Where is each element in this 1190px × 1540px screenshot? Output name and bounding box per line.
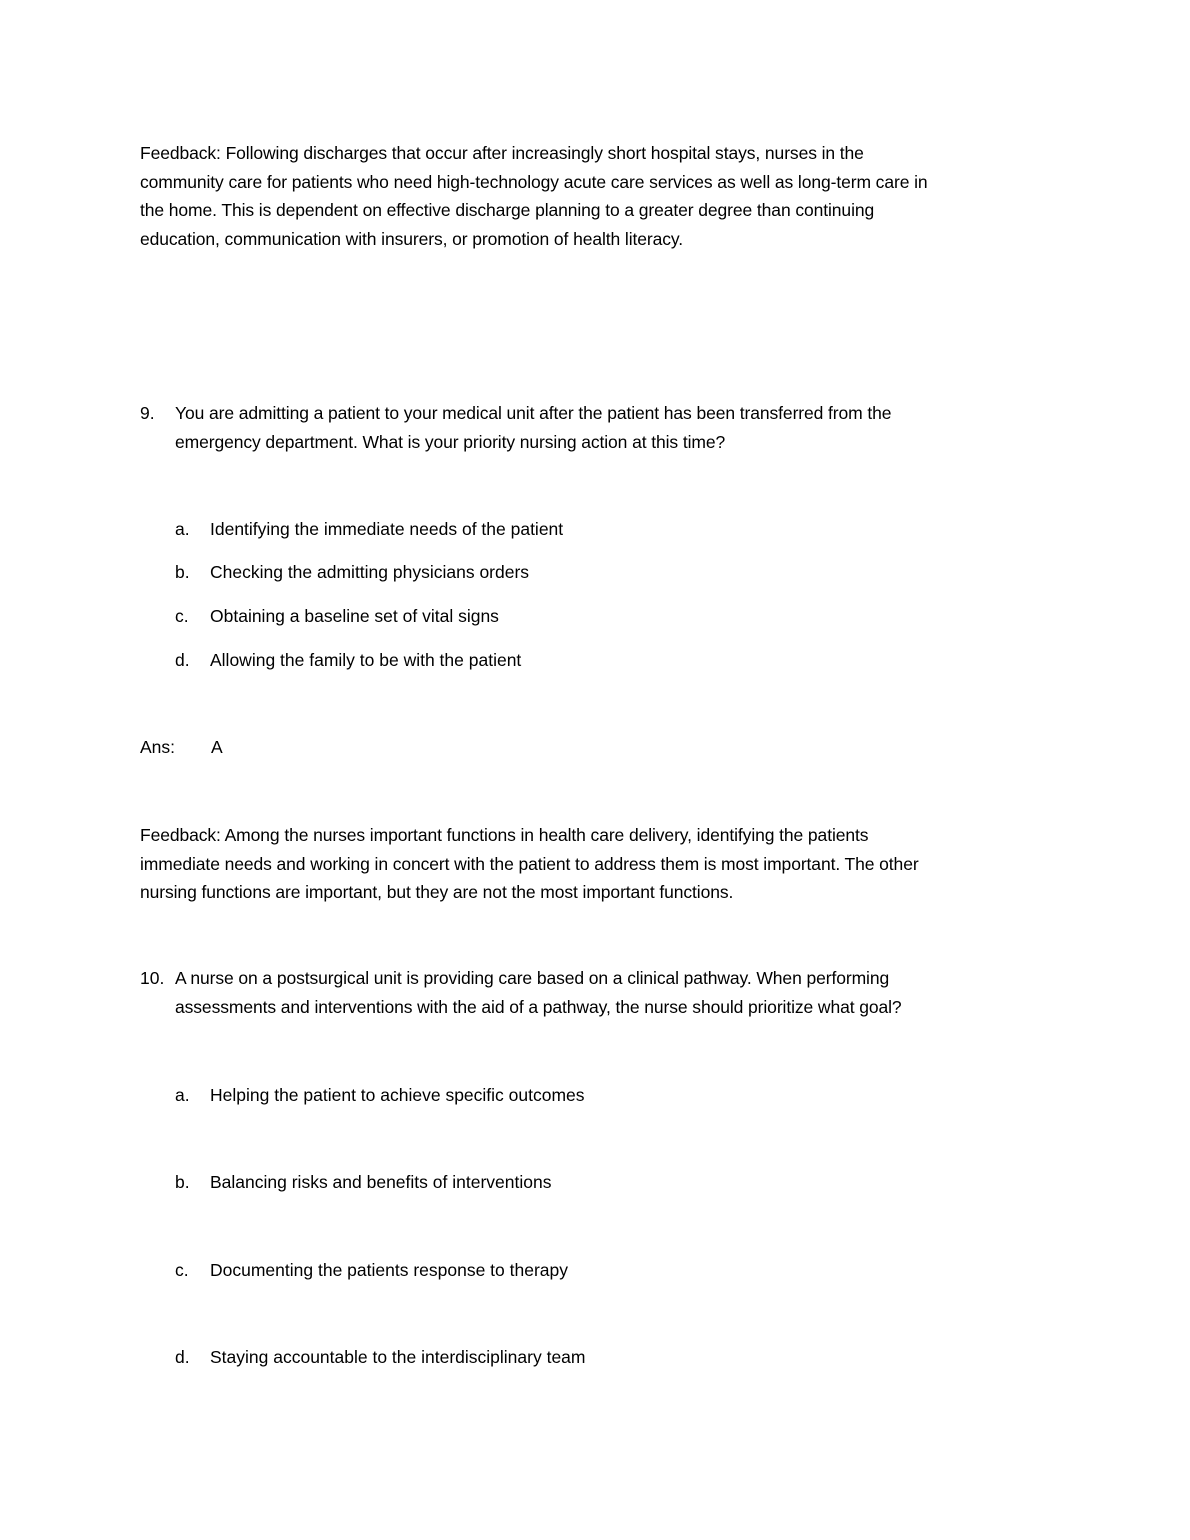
text-line: community care for patients who need high-technology acute care services as well as long-term care in — [140, 171, 928, 192]
text-line: nursing functions are important, but they are not the most important functions. — [140, 882, 734, 902]
q9-answer — [140, 733, 223, 761]
question-number: 9. — [140, 403, 155, 423]
text-line: education, communication with insurers, or promotion of health literacy. — [140, 228, 684, 249]
option-text: Staying accountable to the interdisciplinary team — [210, 1347, 586, 1367]
option-text: Documenting the patients response to therapy — [210, 1260, 568, 1280]
option-text: Checking the admitting physicians orders — [210, 562, 530, 582]
q9-option-d — [175, 646, 521, 674]
question-number: 10. — [140, 968, 165, 988]
option-text: Balancing risks and benefits of interventions — [210, 1172, 552, 1192]
option-letter: a. — [175, 1085, 190, 1105]
q9-option-a — [175, 515, 563, 543]
answer-value: A — [211, 737, 223, 757]
option-letter: b. — [175, 562, 190, 582]
option-letter: d. — [175, 650, 190, 670]
option-text: Obtaining a baseline set of vital signs — [210, 606, 499, 626]
text-line: Feedback: Among the nurses important functions in health care delivery, identifying the patients — [140, 825, 869, 845]
feedback-paragraph-1 — [140, 139, 928, 253]
question-text-line: assessments and interventions with the aid of a pathway, the nurse should prioritize what goal? — [175, 996, 902, 1017]
q10-option-d — [175, 1343, 586, 1371]
question-text-line: emergency department. What is your priority nursing action at this time? — [175, 431, 726, 452]
text-line: the home. This is dependent on effective discharge planning to a greater degree than continuing — [140, 200, 875, 220]
option-letter: c. — [175, 606, 189, 626]
q10-option-c — [175, 1256, 568, 1284]
option-letter: a. — [175, 519, 190, 539]
question-text-line: A nurse on a postsurgical unit is providing care based on a clinical pathway. When performing — [175, 968, 890, 988]
option-letter: b. — [175, 1172, 190, 1192]
option-text: Helping the patient to achieve specific outcomes — [210, 1085, 585, 1105]
text-line: Feedback: Following discharges that occur after increasingly short hospital stays, nurses in the — [140, 143, 864, 163]
q9-feedback — [140, 821, 919, 907]
option-text: Allowing the family to be with the patient — [210, 650, 522, 670]
question-text-line: You are admitting a patient to your medical unit after the patient has been transferred from the — [175, 403, 892, 423]
q9-option-b — [175, 558, 529, 586]
answer-label: Ans: — [140, 737, 176, 757]
option-text: Identifying the immediate needs of the patient — [210, 519, 564, 539]
option-letter: c. — [175, 1260, 189, 1280]
option-letter: d. — [175, 1347, 190, 1367]
text-line: immediate needs and working in concert with the patient to address them is most important. The other — [140, 853, 919, 874]
q10-option-b — [175, 1168, 551, 1196]
q9-option-c — [175, 602, 499, 630]
q10-option-a — [175, 1081, 585, 1109]
